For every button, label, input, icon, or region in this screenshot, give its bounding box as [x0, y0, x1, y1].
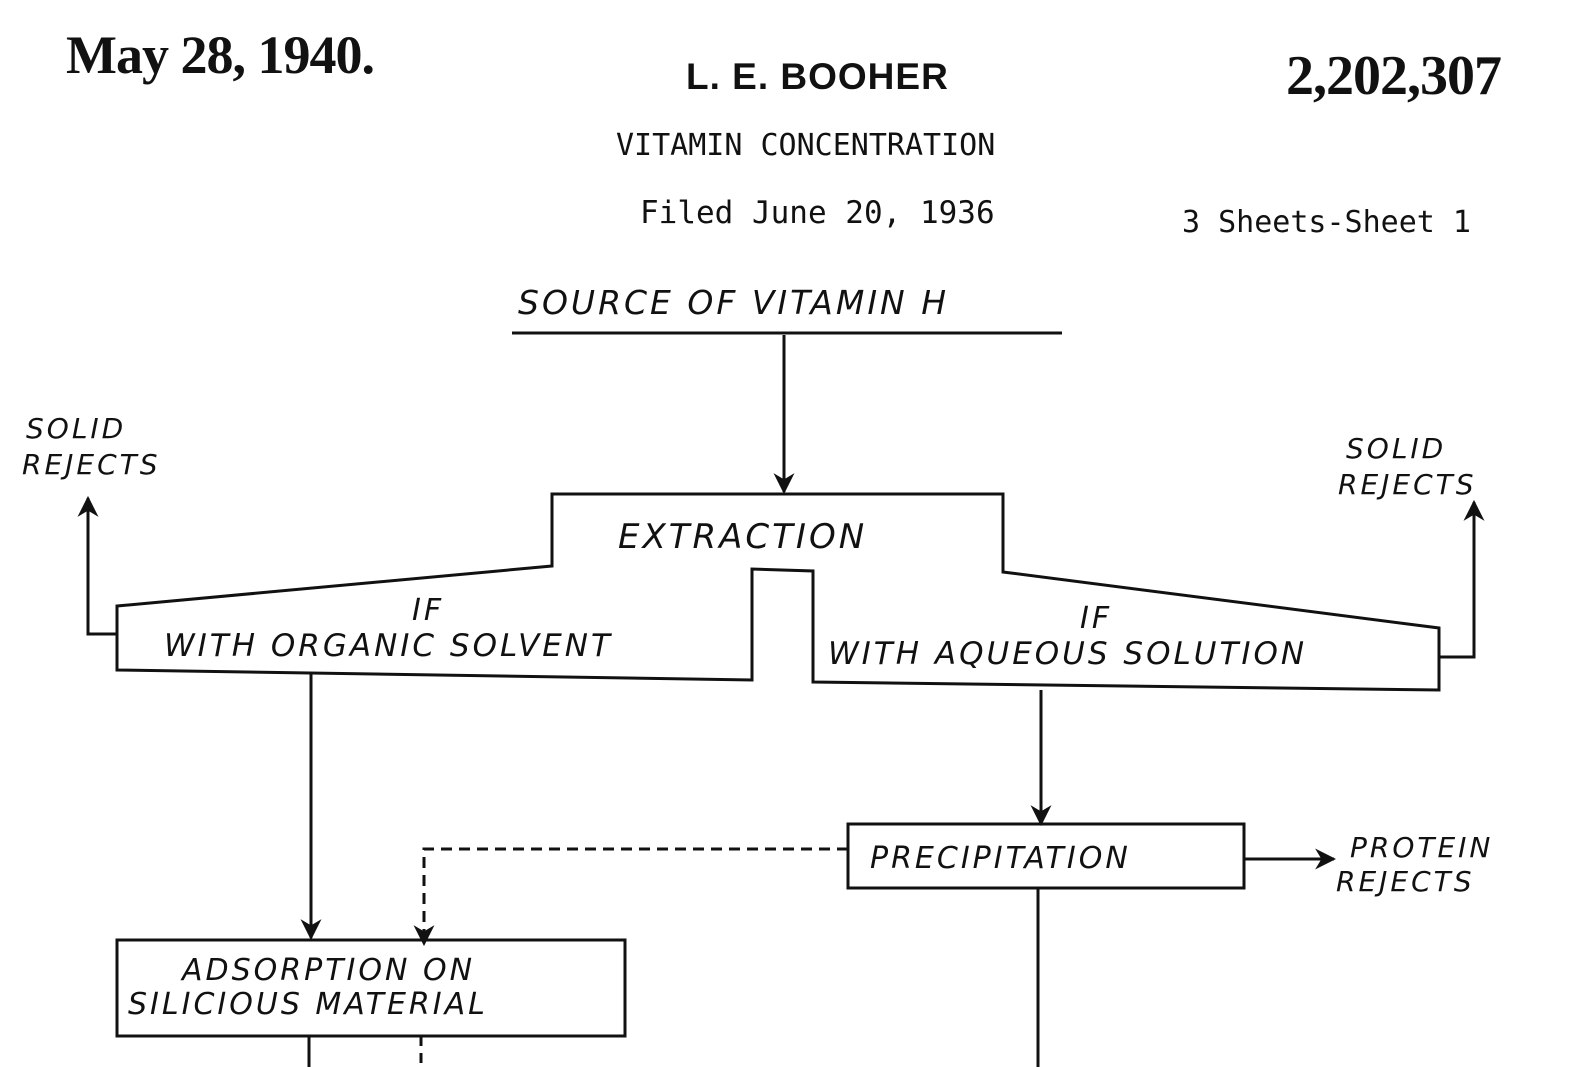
aqueous-if-label: IF	[1080, 601, 1113, 636]
organic-solvent-label: WITH ORGANIC SOLVENT	[164, 628, 613, 664]
aqueous-solution-label: WITH AQUEOUS SOLUTION	[828, 636, 1308, 672]
protein-rejects-line1: PROTEIN	[1350, 831, 1494, 864]
solid-rejects-left-line1: SOLID	[26, 412, 127, 445]
extraction-block	[117, 494, 1439, 690]
source-label: SOURCE OF VITAMIN H	[518, 283, 950, 322]
adsorption-label-line2: SILICIOUS MATERIAL	[128, 987, 488, 1022]
filing-date: Filed June 20, 1936	[640, 195, 995, 231]
patent-number: 2,202,307	[1286, 45, 1501, 107]
adsorption-node	[117, 940, 625, 1036]
inventor-name: L. E. BOOHER	[686, 56, 949, 97]
solid-rejects-left-group	[22, 412, 161, 634]
organic-if-label: IF	[412, 593, 445, 628]
dashed-arrow-precipitation-to-adsorption	[424, 849, 848, 944]
adsorption-label-line1: ADSORPTION ON	[182, 953, 476, 988]
precipitation-node	[848, 824, 1244, 888]
solid-rejects-left-line2: REJECTS	[22, 448, 161, 481]
solid-rejects-right-line1: SOLID	[1346, 432, 1447, 465]
extraction-label: EXTRACTION	[618, 517, 868, 557]
source-node	[512, 283, 1062, 333]
sheet-count: 3 Sheets-Sheet 1	[1182, 205, 1471, 240]
arrow-solid-rejects-left	[88, 498, 117, 634]
arrow-solid-rejects-right	[1439, 502, 1474, 657]
patent-title: VITAMIN CONCENTRATION	[616, 128, 996, 163]
precipitation-label: PRECIPITATION	[870, 841, 1131, 876]
protein-rejects-line2: REJECTS	[1336, 865, 1475, 898]
solid-rejects-right-line2: REJECTS	[1338, 468, 1477, 501]
patent-date: May 28, 1940.	[66, 25, 374, 85]
